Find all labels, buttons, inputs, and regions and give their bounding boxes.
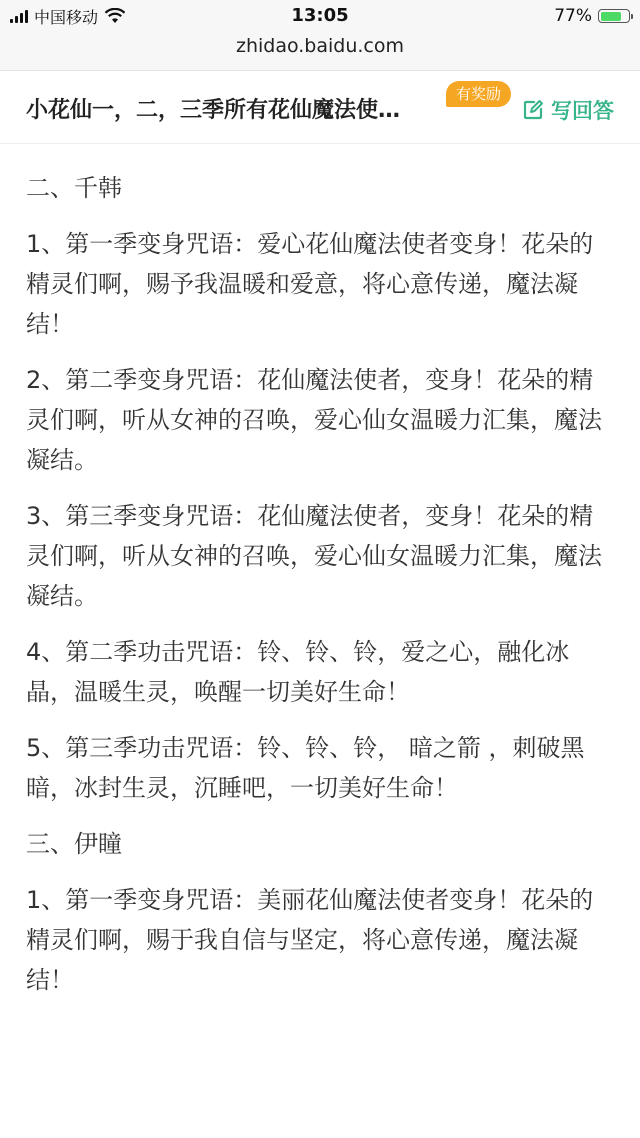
answer-paragraph: 1、第一季变身咒语：美丽花仙魔法使者变身！花朵的精灵们啊，赐于我自信与坚定，将心意传递，魔法凝结！ [26, 886, 594, 994]
answer-paragraph: 三、伊瞳 [26, 830, 122, 858]
address-bar[interactable] [0, 32, 640, 71]
reward-badge: 有奖励 [446, 81, 511, 107]
battery-icon [598, 9, 630, 23]
question-title[interactable]: 小花仙一，二，三季所有花仙魔法使… [26, 98, 401, 123]
answer-paragraph: 1、第一季变身咒语：爱心花仙魔法使者变身！花朵的精灵们啊，赐予我温暖和爱意，将心意传递，魔法凝结！ [26, 230, 594, 338]
status-right [554, 6, 630, 26]
battery-fill [601, 12, 622, 21]
answer-paragraph: 二、千韩 [26, 174, 122, 202]
url-text: zhidao.baidu.com [235, 35, 405, 57]
answer-content [26, 168, 616, 1016]
answer-paragraph: 5、第三季功击咒语：铃、铃、铃， 暗之箭 ，刺破黑暗，冰封生灵，沉睡吧，一切美好生命！ [26, 734, 585, 802]
carrier-name: 中国移动 [34, 7, 99, 27]
answer-paragraph: 4、第二季功击咒语：铃、铃、铃，爱之心，融化冰晶，温暖生灵，唤醒一切美好生命！ [26, 638, 570, 706]
question-header [0, 71, 640, 144]
write-answer-button[interactable] [521, 95, 614, 125]
clock: 13:05 [291, 5, 349, 26]
battery-percent: 77% [554, 6, 592, 26]
status-bar [0, 0, 640, 32]
write-answer-label: 写回答 [551, 99, 614, 123]
edit-icon [521, 98, 545, 122]
answer-paragraph: 2、第二季变身咒语：花仙魔法使者，变身！花朵的精灵们啊，听从女神的召唤，爱心仙女温暖力汇集，魔法凝结。 [26, 366, 602, 474]
answer-paragraph: 3、第三季变身咒语：花仙魔法使者，变身！花朵的精灵们啊，听从女神的召唤，爱心仙女温暖力汇集，魔法凝结。 [26, 502, 602, 610]
